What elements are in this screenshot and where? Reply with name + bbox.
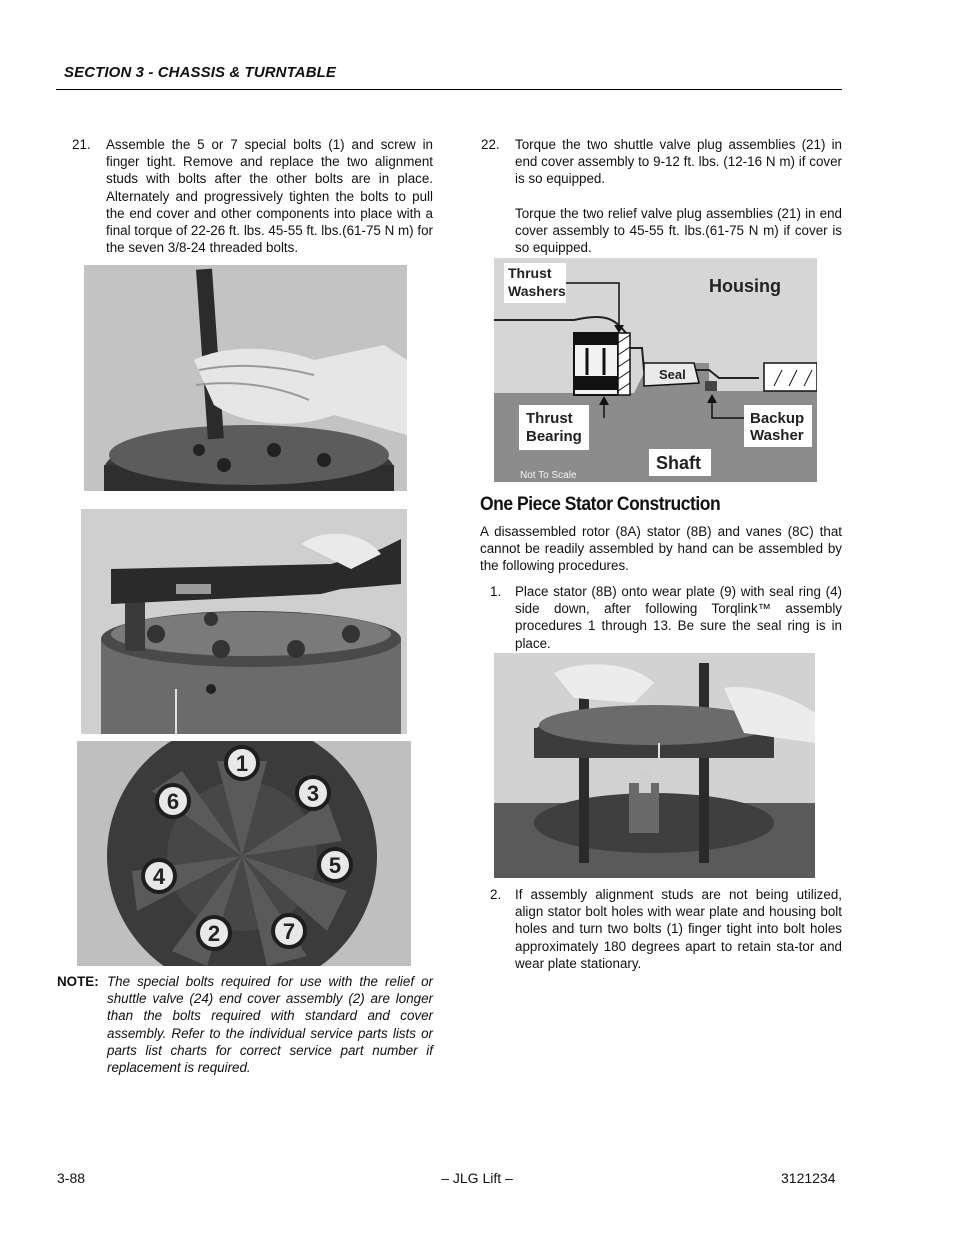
label-thrust-bearing-1: Thrust — [526, 410, 573, 427]
bolt-label-6: 6 — [166, 789, 180, 814]
bolt-label-3: 3 — [306, 781, 320, 806]
step-number: 2. — [490, 887, 502, 902]
step-number: 22. — [481, 137, 500, 152]
step-21 — [72, 136, 433, 256]
photo-bolt-sequence — [77, 741, 411, 966]
note — [57, 973, 433, 1076]
step-number: 21. — [72, 137, 91, 152]
label-backup: Backup — [750, 410, 805, 427]
label-washers: Washers — [508, 283, 566, 299]
step-22-text-b: Torque the two relief valve plug assemblies (21) in end cover assembly to 45-55 ft. lbs.(61-75 N m) if cover is so equipped. — [515, 205, 842, 256]
photo-hand-inserting-bolt — [84, 265, 407, 491]
label-shaft: Shaft — [656, 453, 701, 473]
section-title: SECTION 3 - CHASSIS & TURNTABLE — [64, 64, 337, 81]
intro-paragraph: A disassembled rotor (8A) stator (8B) and vanes (8C) that cannot be readily assembled by hand can be assembled by the following procedures. — [480, 524, 842, 574]
photo-torque-wrench — [81, 509, 407, 734]
step-22-text-a: Torque the two shuttle valve plug assemblies (21) in end cover assembly to 9-12 ft. lbs. (12-16 N m) if cover is so equipped. — [515, 137, 842, 187]
step-text: Place stator (8B) onto wear plate (9) with seal ring (4) side down, after following Torqlink™ assembly procedures 1 through 13. Be sure the seal ring is in place. — [515, 584, 842, 651]
bolt-label-5: 5 — [328, 853, 342, 878]
step-text: If assembly alignment studs are not being utilized, align stator bolt holes with wear plate and housing bolt holes and turn two bolts (1) finger tight into bolt holes approximately 180 degrees apart to retain sta-tor and wear plate stationary. — [515, 887, 842, 971]
header-rule — [56, 89, 842, 90]
bolt-label-4: 4 — [152, 864, 166, 889]
footer-center: – JLG Lift – — [441, 1170, 513, 1186]
step-text: Assemble the 5 or 7 special bolts (1) and screw in finger tight. Remove and replace the two alignment studs with bolts after the other bolts are in place. Alternately and progressively tighten the bolts to pull the end cover and other components into place with a final torque of 22-26 ft. lbs. 45-55 ft. lbs.(61-75 N m) for the seven 3/8-24 threaded bolts. — [106, 137, 433, 256]
note-label: NOTE: — [57, 974, 99, 989]
note-text: The special bolts required for use with the relief or shuttle valve (24) end cover assembly (2) are longer than the bolts required with standard and cover assembly. Refer to the individual service parts lists or parts list charts for correct service part number if replacement is required. — [107, 974, 433, 1076]
step-1 — [490, 583, 842, 652]
page-number: 3-88 — [57, 1170, 86, 1186]
photo-stator-assembly — [494, 653, 815, 878]
step-number: 1. — [490, 584, 502, 599]
step-22 — [481, 136, 842, 256]
step-2 — [490, 886, 842, 972]
doc-number: 3121234 — [781, 1170, 836, 1186]
label-thrust-bearing-2: Bearing — [526, 428, 582, 445]
label-seal: Seal — [659, 367, 686, 382]
label-washer: Washer — [750, 427, 804, 444]
section-heading: One Piece Stator Construction — [480, 494, 721, 515]
bolt-label-1: 1 — [235, 751, 249, 776]
label-not-to-scale: Not To Scale — [520, 470, 577, 481]
label-thrust: Thrust — [508, 265, 552, 281]
seal-cross-section-diagram — [494, 258, 817, 482]
bolt-label-7: 7 — [282, 919, 296, 944]
bolt-label-2: 2 — [207, 921, 221, 946]
label-housing: Housing — [709, 276, 781, 296]
